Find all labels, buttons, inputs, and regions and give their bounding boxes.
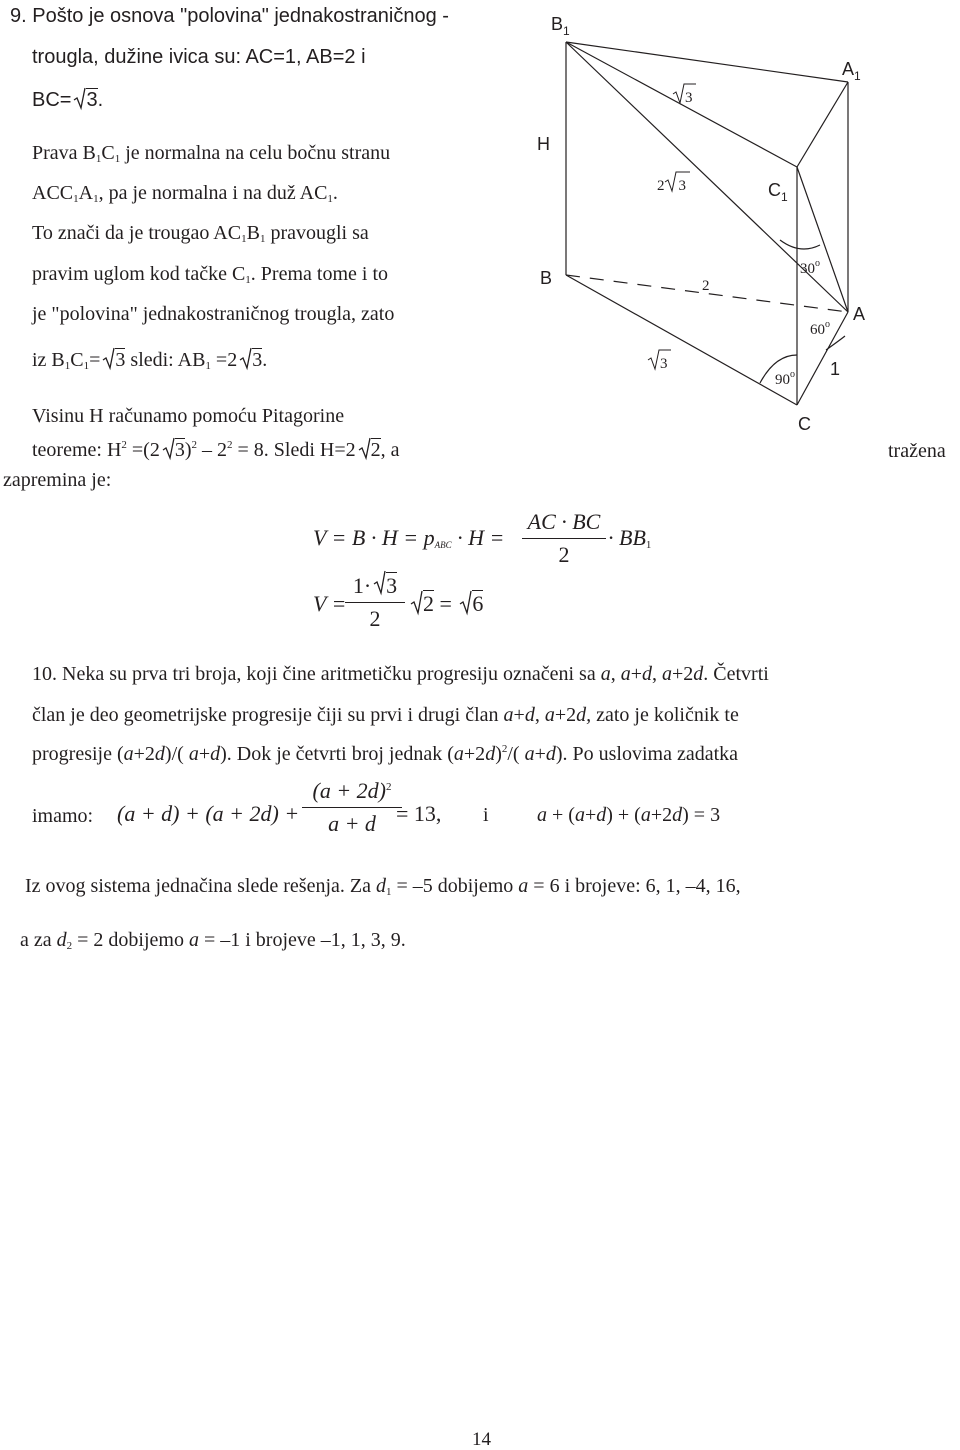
problem9-line4: Prava $B_1C_1$ je normalna na celu bočnu stranu — [32, 142, 391, 165]
imamo-label: imamo: — [32, 805, 94, 827]
label-b: B — [540, 268, 553, 288]
label-b1: $B_1$ — [551, 14, 570, 38]
edge-b-c — [566, 275, 797, 405]
angle-30-arc — [780, 240, 820, 249]
formula-bb: · $BB_1$ — [608, 525, 652, 551]
label-a1: $A_1$ — [842, 59, 861, 83]
label-c1: $C_1$ — [768, 180, 788, 204]
edge-c1-a — [797, 167, 848, 312]
problem10-line3: progresije (a+2d)/( a+d). Dok je četvrti broj jednak $(a+2d)^2/$( a+d). Po uslovima zadatka — [32, 743, 739, 765]
formula-fraction2: 1· 3 2 — [345, 573, 405, 632]
sqrt-symbol: 2 — [358, 440, 381, 460]
equation-fraction: $(a + 2d)^2$ a + d — [302, 778, 402, 837]
problem10-line2: član je deo geometrijske progresije čiji su prvi i drugi član a+d, a+2d, zato je količnik te — [32, 704, 739, 726]
equation-result: = 13, — [396, 801, 442, 826]
label-30deg: 30$^o$ — [800, 258, 820, 277]
formula-v2: V = — [313, 591, 347, 616]
problem9-line1: 9. Pošto je osnova "polovina" jednakostraničnog - — [10, 5, 449, 27]
label-one: 1 — [830, 359, 841, 379]
formula-fraction: AC · BC 2 — [522, 509, 606, 568]
equation-left: (a + d) + (a + 2d) + — [117, 801, 300, 826]
equation-sum: a + (a+d) + (a+2d) = 3 — [537, 804, 721, 826]
formula-result: 2 = 6 — [408, 593, 483, 615]
problem9-line2: trougla, dužine ivica su: AC=1, AB=2 i — [32, 46, 366, 68]
fraction-bar — [522, 538, 606, 539]
problem9-line6: To znači da je trougao $AC_1B_1$ pravougli sa — [32, 222, 369, 245]
problem9-line10: Visinu H računamo pomoću Pitagorine — [32, 405, 345, 427]
fraction-bar — [345, 602, 405, 603]
sqrt-symbol: 2 — [410, 593, 434, 615]
problem9-line3: BC= 3. — [32, 89, 104, 111]
problem9-line5: $ACC_1A_1$, pa je normalna i na duž $AC_1$. — [32, 182, 338, 205]
problem9-line11: teoreme: $H^2 =(2$ $3)^2 - 2^2 = 8$. Sledi H=2 2, a — [32, 439, 400, 461]
trazena-word: tražena — [888, 440, 946, 462]
label-60deg: 60$^o$ — [810, 319, 830, 338]
label-2root3: 2 3 — [657, 178, 686, 194]
label-two: 2 — [702, 278, 710, 294]
label-a: A — [853, 304, 866, 324]
label-90deg: 90$^o$ — [775, 369, 795, 388]
sqrt-symbol: 3 — [373, 573, 397, 599]
solution-line1: Iz ovog sistema jednačina slede rešenja. Za $d_1 = -5$ dobijemo a = 6 i brojeve: 6, 1, –4, 16, — [25, 875, 741, 898]
problem9-line7: pravim uglom kod tačke $C_1$. Prema tome i to — [32, 263, 388, 286]
sqrt-symbol: 3 — [239, 350, 262, 370]
sqrt-symbol: 3 — [73, 90, 97, 110]
edge-c1-a1 — [797, 82, 848, 167]
solution-line2: a za $d_2 = 2$ dobijemo a = –1 i brojeve –1, 1, 3, 9. — [20, 929, 406, 952]
sqrt-symbol — [665, 172, 690, 191]
label-root3-top: 3 — [685, 90, 693, 106]
problem9-line9: iz $B_1C_1=$ 3 sledi: $AB_1 =2$ 3. — [32, 349, 268, 372]
edge-b1-a1 — [566, 42, 848, 82]
label-root3-bot: 3 — [660, 356, 668, 372]
problem10-line1: 10. Neka su prva tri broja, koji čine aritmetičku progresiju označeni sa a, a+d, a+2d. Četvrti — [32, 663, 769, 685]
problem9-line12: zapremina je: — [3, 469, 112, 491]
fraction-bar — [302, 807, 402, 808]
sqrt-symbol: 3 — [102, 350, 125, 370]
sqrt-symbol: 3 — [162, 440, 185, 460]
prism-figure — [500, 0, 960, 440]
conjunction-i: i — [483, 804, 489, 826]
edge-b1-c1 — [566, 42, 797, 167]
formula-v: $V = B \cdot H = p_{ABC} \cdot H$ = — [313, 525, 505, 550]
label-c: C — [798, 414, 811, 434]
sqrt-symbol: 6 — [459, 593, 483, 615]
problem9-line8: je "polovina" jednakostraničnog trougla, zato — [32, 303, 395, 325]
angle-60-arc — [826, 336, 845, 350]
label-h: H — [537, 134, 550, 154]
page-number: 14 — [472, 1429, 491, 1450]
